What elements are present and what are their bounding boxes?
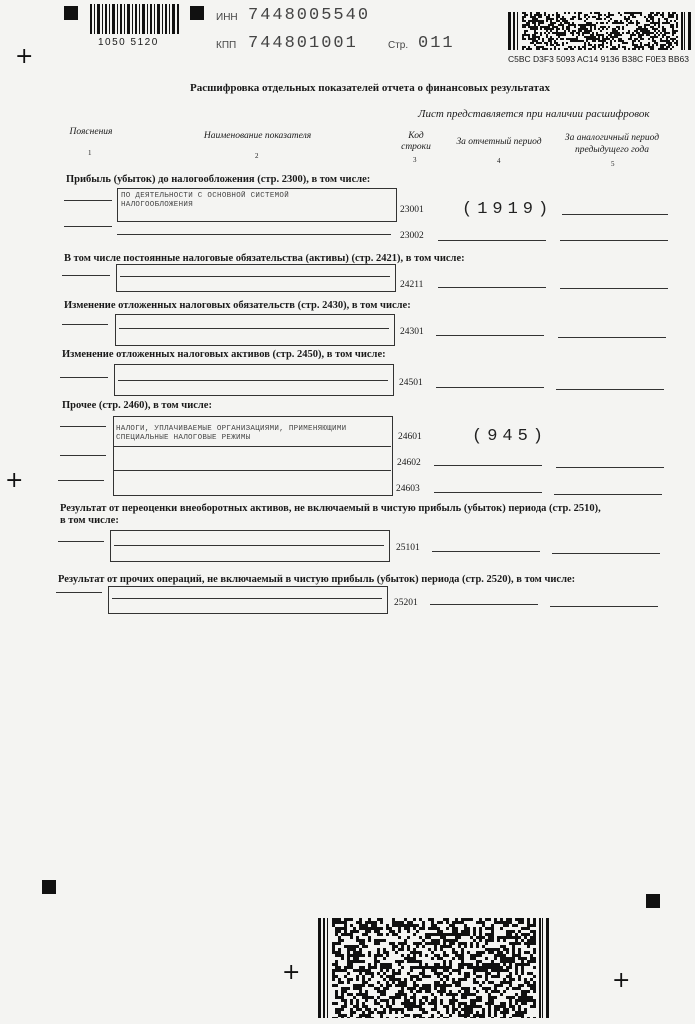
line-code: 24603 bbox=[396, 484, 420, 494]
previous-period-line[interactable] bbox=[560, 288, 668, 289]
column-header-line-code: Код строки bbox=[401, 131, 431, 152]
inn-value: 7448005540 bbox=[248, 6, 371, 25]
column-header-reporting-period: За отчетный период bbox=[456, 137, 542, 147]
previous-period-line[interactable] bbox=[556, 389, 664, 390]
sheet-note: Лист представляется при наличии расшифровок bbox=[418, 108, 650, 120]
line-code: 23001 bbox=[400, 205, 424, 215]
explanation-line[interactable] bbox=[58, 541, 104, 542]
indicator-name-line[interactable] bbox=[113, 470, 391, 471]
previous-period-line[interactable] bbox=[552, 553, 660, 554]
indicator-name-line[interactable] bbox=[113, 446, 391, 447]
barcode-number: 1050 5120 bbox=[98, 37, 159, 48]
reporting-period-line[interactable] bbox=[436, 387, 544, 388]
reporting-period-value: (1919) bbox=[462, 200, 554, 219]
previous-period-line[interactable] bbox=[550, 606, 658, 607]
reporting-period-line[interactable] bbox=[438, 287, 546, 288]
registration-cross-bottom-left: + bbox=[282, 960, 301, 985]
header-2d-barcode bbox=[508, 12, 692, 50]
corner-marker-bottom-right bbox=[646, 894, 660, 908]
section-heading: Изменение отложенных налоговых обязательств (стр. 2430), в том числе: bbox=[64, 300, 411, 311]
line-code: 24301 bbox=[400, 327, 424, 337]
previous-period-line[interactable] bbox=[554, 494, 662, 495]
registration-cross-top-left: + bbox=[15, 44, 34, 69]
previous-period-line[interactable] bbox=[562, 214, 668, 215]
reporting-period-line[interactable] bbox=[434, 465, 542, 466]
indicator-name-text: НАЛОГИ, УПЛАЧИВАЕМЫЕ ОРГАНИЗАЦИЯМИ, ПРИМЕНЯЮЩИМИ СПЕЦИАЛЬНЫЕ НАЛОГОВЫЕ РЕЖИМЫ bbox=[116, 425, 347, 442]
section-heading: В том числе постоянные налоговые обязательства (активы) (стр. 2421), в том числе: bbox=[64, 253, 465, 264]
corner-marker-top-mid bbox=[190, 6, 204, 20]
column-number-4: 4 bbox=[497, 157, 501, 165]
page-label: Стр. bbox=[388, 40, 409, 51]
indicator-name-line[interactable] bbox=[117, 234, 391, 235]
section-heading: Прочее (стр. 2460), в том числе: bbox=[62, 400, 212, 411]
explanation-line[interactable] bbox=[56, 592, 102, 593]
section-heading: Результат от переоценки внеоборотных активов, не включаемый в чистую прибыль (убыток) периода (стр. 2510), bbox=[60, 503, 601, 514]
column-number-1: 1 bbox=[88, 149, 92, 157]
reporting-period-value: (945) bbox=[472, 427, 549, 446]
explanation-line[interactable] bbox=[64, 226, 112, 227]
header-linear-barcode bbox=[90, 4, 182, 36]
inn-label: ИНН bbox=[216, 12, 238, 23]
kpp-label: КПП bbox=[216, 40, 237, 51]
indicator-name-box bbox=[115, 314, 395, 346]
explanation-line[interactable] bbox=[58, 480, 104, 481]
explanation-line[interactable] bbox=[60, 455, 106, 456]
reporting-period-line[interactable] bbox=[432, 551, 540, 552]
line-code: 25101 bbox=[396, 543, 420, 553]
indicator-name-line[interactable] bbox=[112, 598, 382, 599]
page-value: 011 bbox=[418, 34, 455, 53]
indicator-name-line[interactable] bbox=[120, 276, 390, 277]
previous-period-line[interactable] bbox=[558, 337, 666, 338]
column-header-indicator-name: Наименование показателя bbox=[203, 131, 312, 141]
hash-code: C5BC D3F3 5093 AC14 9136 B38C F0E3 BB63 bbox=[508, 54, 689, 64]
section-heading: Изменение отложенных налоговых активов (стр. 2450), в том числе: bbox=[62, 349, 386, 360]
explanation-line[interactable] bbox=[60, 377, 108, 378]
section-heading-continued: в том числе: bbox=[60, 515, 119, 526]
section-heading: Результат от прочих операций, не включаемый в чистую прибыль (убыток) периода (стр. 2520), в том числе: bbox=[58, 574, 576, 585]
corner-marker-top-left bbox=[64, 6, 78, 20]
registration-cross-bottom-right: + bbox=[612, 968, 631, 993]
line-code: 25201 bbox=[394, 598, 418, 608]
explanation-line[interactable] bbox=[64, 200, 112, 201]
section-heading: Прибыль (убыток) до налогообложения (стр. 2300), в том числе: bbox=[66, 174, 371, 185]
reporting-period-line[interactable] bbox=[434, 492, 542, 493]
indicator-name-line[interactable] bbox=[114, 545, 384, 546]
corner-marker-bottom-left bbox=[42, 880, 56, 894]
column-number-3: 3 bbox=[413, 156, 417, 164]
explanation-line[interactable] bbox=[62, 275, 110, 276]
column-number-2: 2 bbox=[255, 152, 259, 160]
line-code: 23002 bbox=[400, 231, 424, 241]
indicator-name-box bbox=[116, 264, 396, 292]
indicator-name-box bbox=[108, 586, 388, 614]
reporting-period-line[interactable] bbox=[438, 240, 546, 241]
previous-period-line[interactable] bbox=[560, 240, 668, 241]
indicator-name-line[interactable] bbox=[118, 380, 388, 381]
indicator-name-box bbox=[110, 530, 390, 562]
line-code: 24601 bbox=[398, 432, 422, 442]
indicator-name-text: ПО ДЕЯТЕЛЬНОСТИ С ОСНОВНОЙ СИСТЕМОЙ НАЛОГООБЛОЖЕНИЯ bbox=[121, 192, 290, 209]
reporting-period-line[interactable] bbox=[436, 335, 544, 336]
previous-period-line[interactable] bbox=[556, 467, 664, 468]
line-code: 24501 bbox=[399, 378, 423, 388]
column-number-5: 5 bbox=[611, 160, 615, 168]
footer-2d-barcode bbox=[318, 918, 550, 1018]
explanation-line[interactable] bbox=[62, 324, 108, 325]
explanation-line[interactable] bbox=[60, 426, 106, 427]
page-title: Расшифровка отдельных показателей отчета о финансовых результатах bbox=[190, 82, 551, 94]
line-code: 24602 bbox=[397, 458, 421, 468]
reporting-period-line[interactable] bbox=[430, 604, 538, 605]
column-header-explanations: Пояснения bbox=[69, 127, 113, 137]
kpp-value: 744801001 bbox=[248, 34, 358, 53]
line-code: 24211 bbox=[400, 280, 424, 290]
column-header-previous-period: За аналогичный период предыдущего года bbox=[564, 133, 660, 155]
registration-cross-mid-left: + bbox=[5, 468, 24, 493]
indicator-name-line[interactable] bbox=[119, 328, 389, 329]
